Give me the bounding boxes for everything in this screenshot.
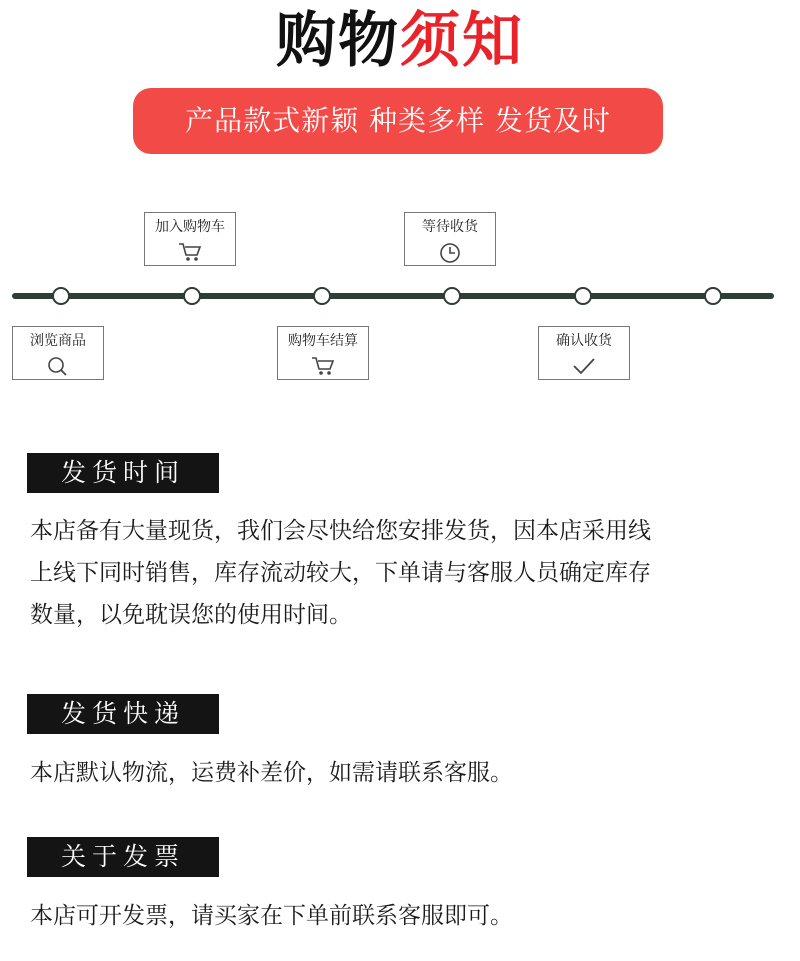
section-body-courier xyxy=(30,752,780,794)
clock-icon xyxy=(438,241,462,265)
step-add-cart xyxy=(144,212,236,266)
section-heading-invoice: 关于发票 xyxy=(27,837,219,877)
step-label: 加入购物车 xyxy=(155,219,225,235)
step-label: 等待收货 xyxy=(422,219,478,235)
cart-icon xyxy=(310,355,336,377)
check-icon xyxy=(571,355,597,377)
step-label: 确认收货 xyxy=(556,333,612,349)
timeline-dot xyxy=(443,287,461,305)
text-line: 数量，以免耽误您的使用时间。 xyxy=(30,602,352,628)
timeline-dot xyxy=(52,287,70,305)
timeline-dot xyxy=(183,287,201,305)
timeline-dot xyxy=(704,287,722,305)
section-body-shipping-time xyxy=(30,510,780,636)
section-heading-shipping-time: 发货时间 xyxy=(27,453,219,493)
timeline-dot xyxy=(574,287,592,305)
title-red: 须知 xyxy=(400,6,524,76)
step-confirm xyxy=(538,326,630,380)
section-heading-courier: 发货快递 xyxy=(27,694,219,734)
text-line: 本店可开发票，请买家在下单前联系客服即可。 xyxy=(30,903,513,929)
step-checkout xyxy=(277,326,369,380)
section-body-invoice xyxy=(30,895,780,937)
title-black: 购物 xyxy=(276,6,400,76)
step-label: 浏览商品 xyxy=(30,333,86,349)
text-line: 上线下同时销售，库存流动较大，下单请与客服人员确定库存 xyxy=(30,560,651,586)
cart-icon xyxy=(177,241,203,263)
step-wait xyxy=(404,212,496,266)
process-timeline xyxy=(12,293,774,299)
page-title xyxy=(0,6,800,76)
step-label: 购物车结算 xyxy=(288,333,358,349)
text-line: 本店默认物流，运费补差价，如需请联系客服。 xyxy=(30,760,513,786)
text-line: 本店备有大量现货，我们会尽快给您安排发货，因本店采用线 xyxy=(30,518,651,544)
step-browse xyxy=(12,326,104,380)
search-icon xyxy=(46,355,70,379)
timeline-dot xyxy=(313,287,331,305)
slogan-banner: 产品款式新颖 种类多样 发货及时 xyxy=(133,88,663,154)
